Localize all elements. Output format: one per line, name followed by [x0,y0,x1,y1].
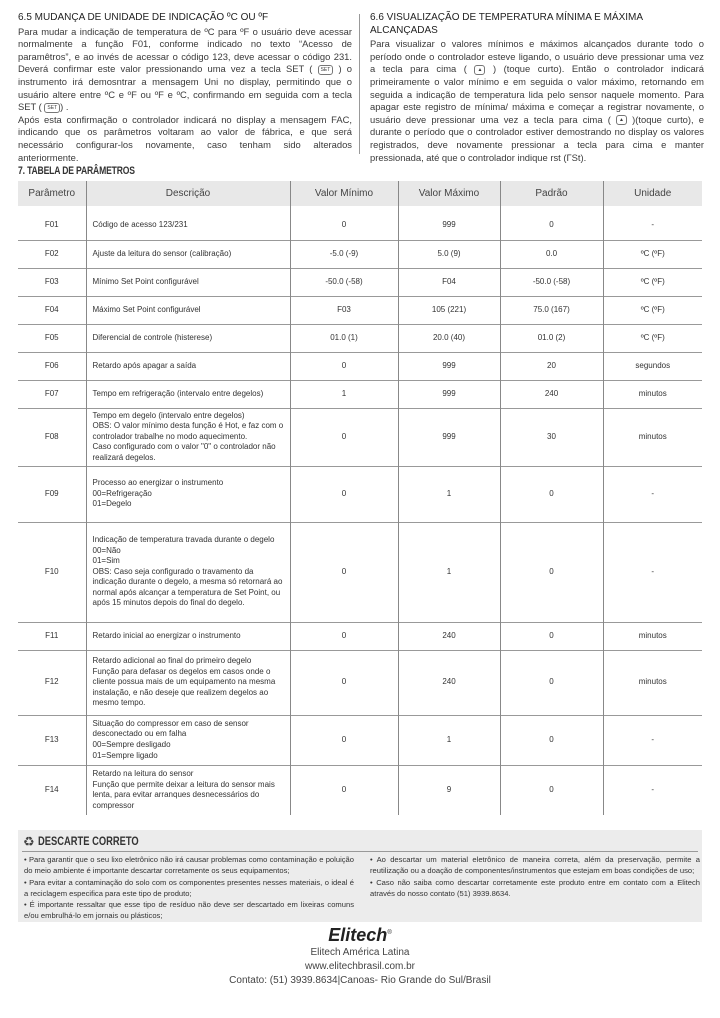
table-row [18,622,702,650]
table-row [18,765,702,815]
table-cell: -50.0 (-58) [500,268,603,296]
column-header: Valor Máximo [398,181,500,206]
table-row [18,324,702,352]
table-row [18,522,702,622]
table-cell: 0 [500,765,603,815]
table-cell: - [603,522,702,622]
table-cell: 30 [500,408,603,466]
paragraph: Para visualizar o valores mínimos e máximos alcançados durante todo o período onde o controlador esteve ligando, o usuário deve pressionar uma vez a tecla para cima ( ▲ ) (toque curto). Então o controlador indicará primeiramente o valor mínimo e em seguida o valor máximo, retornando em seguida a indicação de temperatura lida pelo sensor naquele momento. Para apagar este registro de mínima/ máxima e começar a registrar novamente, o usuário deve pressionar uma vez a tecla para cima ( ▲ )(toque curto), e durante o período que o controlador estiver demostrando no display os valores registrados, deve novamente pressionar a tecla para cima e manter pressionada, até que o controlador indique rst (ΓSt). [370,38,705,163]
elitech-logo: Elitech® [328,925,392,945]
table-cell: minutos [603,408,702,466]
company-name: Elitech América Latina [310,947,410,958]
column-header: Unidade [603,181,702,206]
table-row [18,715,702,765]
section-title: 6.6 VISUALIZAÇÃO DE TEMPERATURA MÍNIMA E MÁXIMA ALCANÇADAS [370,12,643,36]
disposal-box [18,830,702,922]
table-cell: F04 [18,296,86,324]
table-cell: 0 [500,522,603,622]
table-cell: F13 [18,715,86,765]
table-row [18,380,702,408]
table-row [18,212,702,240]
table-cell: F08 [18,408,86,466]
divider [22,851,698,852]
table-cell: segundos [603,352,702,380]
table-cell: Retardo após apagar a saída [86,352,290,380]
table-cell: F11 [18,622,86,650]
table-cell: Código de acesso 123/231 [86,212,290,240]
table-cell: Ajuste da leitura do sensor (calibração) [86,240,290,268]
table-cell: 0 [290,408,398,466]
table-cell: 105 (221) [398,296,500,324]
table-cell: ºC (ºF) [603,240,702,268]
table-cell: 999 [398,352,500,380]
table-cell: Situação do compressor em caso de sensor desconectado ou em falha 00=Sempre desligado 01=Sempre ligado [86,715,290,765]
table-cell: F01 [44,220,59,230]
table-cell: - [603,466,702,522]
table-cell: F14 [18,765,86,815]
table-cell: - [603,715,702,765]
disposal-title: DESCARTE CORRETO [38,834,139,848]
table-cell: Indicação de temperatura travada durante o degelo 00=Não 01=Sim OBS: Caso seja configurado o travamento da indicação durante o degelo, a mesma só retornará ao normal após alcançar a temperatura de Set Point, ou após 15 minutos depois do final do degelo. [86,522,290,622]
table-cell: 20.0 (40) [398,324,500,352]
table-cell: - [603,212,702,240]
table-cell: 0 [500,622,603,650]
table-cell: 999 [398,212,500,240]
disposal-item: • Para garantir que o seu lixo eletrônico não irá causar problemas como contaminação e poluição do meio ambiente é importante descartar corretamente os seus equipamentos; [24,855,354,876]
table-cell: 999 [398,380,500,408]
up-key-icon: ▲ [616,115,627,125]
table-cell: 0 [290,466,398,522]
table-cell: 0 [500,715,603,765]
table-cell: 0 [290,715,398,765]
disposal-right [370,854,700,899]
section-title: 6.5 MUDANÇA DE UNIDADE DE INDICAÇÃO ºC OU ºF [18,12,269,23]
paragraph: Para mudar a indicação de temperatura de ºC para ºF o usuário deve acessar normalmente a função F01, conforme indicado no texto “Acesso de paramêtros”, e ao invés de acessar o código 123, deve acessar o código 231. Deverá confirmar este valor pressionando uma vez a tecla SET ( SET ) o instrumento irá demosntrar a mensagem Uni no display, permitindo que o usuário altere entre ºC e ºF ou ºF e ºC, confirmando em seguida com a tecla SET ( SET ) . [18,25,353,113]
rst-display: ΓSt [566,151,581,163]
section-unit-change [18,12,352,164]
table-cell: 9 [398,765,500,815]
contact: Contato: (51) 3939.8634|Canoas- Rio Grande do Sul/Brasil [229,975,491,986]
table-cell: 1 [290,380,398,408]
table-cell: 0 [290,650,398,715]
disposal-left [24,854,354,922]
table-row [18,466,702,522]
table-cell: 0 [290,352,398,380]
table-row [18,352,702,380]
table-row [18,268,702,296]
table-cell: 75.0 (167) [500,296,603,324]
table-cell: 240 [500,380,603,408]
table-cell: 01.0 (2) [500,324,603,352]
set-key-icon: SET [44,103,60,113]
table-cell: F07 [18,380,86,408]
table-cell: 0.0 [500,240,603,268]
table-cell: ºC (ºF) [603,296,702,324]
table-cell: F04 [398,268,500,296]
table-cell: 0 [500,650,603,715]
disposal-item: • É importante ressaltar que esse tipo de resíduo não deve ser descartado em lixeiras comuns e/ou embrulhá-lo em jornais ou plásticos; [24,900,354,921]
table-cell: F06 [18,352,86,380]
table-cell: F09 [18,466,86,522]
table-cell: Diferencial de controle (histerese) [86,324,290,352]
table-cell: ºC (ºF) [603,268,702,296]
disposal-item: • Caso não saiba como descartar corretamente este produto entre em contato com a Elitech através do nosso contato (51) 3939.8634. [370,877,700,898]
table-cell: F10 [18,522,86,622]
table-cell: Mínimo Set Point configurável [86,268,290,296]
table-cell: 1 [398,466,500,522]
table-cell: 0 [290,522,398,622]
column-header: Parâmetro [18,181,86,206]
table-cell: -50.0 (-58) [290,268,398,296]
table-cell: 0 [500,212,603,240]
table-row [18,240,702,268]
table-cell: 01.0 (1) [290,324,398,352]
parameter-table [18,181,702,815]
table-cell: 20 [500,352,603,380]
paragraph: Após esta confirmação o controlador indicará no display a mensagem FAC, indicando que os parâmetros voltaram ao valor de fábrica, e que será necessário configurar-los novamente, caso tenham sido alterados anteriormente. [18,113,352,163]
table-cell: - [603,765,702,815]
table-cell: Tempo em degelo (intervalo entre degelos) OBS: O valor mínimo desta função é Hot, e faz com o controlador trabalhe no modo aquecimento. Caso configurado com o valor "0" o controlador não realizará degelos. [86,408,290,466]
table-cell: Retardo adicional ao final do primeiro degelo Função para defasar os degelos em casos onde o cliente possua mais de um equipamento na mesma instalação, e não deseje que realizem degelos ao mesmo tempo. [86,650,290,715]
table-cell: F03 [18,268,86,296]
table-cell: minutos [603,380,702,408]
table-cell: -5.0 (-9) [290,240,398,268]
table-title: 7. TABELA DE PARÂMETROS [18,165,135,177]
table-row [18,408,702,466]
table-cell: Retardo inicial ao energizar o instrumento [86,622,290,650]
column-header: Valor Mínimo [290,181,398,206]
table-cell: F02 [18,240,86,268]
table-cell: F05 [18,324,86,352]
recycle-icon: ♻ [23,834,35,849]
table-cell: 0 [290,765,398,815]
table-cell: F03 [290,296,398,324]
table-cell: 240 [398,650,500,715]
table-cell: 0 [290,212,398,240]
column-divider [359,14,360,154]
table-cell: Processo ao energizar o instrumento 00=Refrigeração 01=Degelo [86,466,290,522]
table-cell: Máximo Set Point configurável [86,296,290,324]
table-cell: minutos [603,650,702,715]
up-key-icon: ▲ [474,65,485,75]
disposal-item: • Para evitar a contaminação do solo com os componentes presentes nesses materiais, o ideal é a reciclagem especifica para este tipo de produto; [24,877,354,898]
table-cell: 5.0 (9) [398,240,500,268]
table-row [18,296,702,324]
column-header: Padrão [500,181,603,206]
table-cell: minutos [603,622,702,650]
table-cell: 999 [398,408,500,466]
table-cell: Tempo em refrigeração (intervalo entre degelos) [86,380,290,408]
website: www.elitechbrasil.com.br [304,961,416,972]
table-cell: F12 [18,650,86,715]
table-row [18,650,702,715]
set-key-icon: SET [318,65,334,75]
column-header: Descrição [86,181,290,206]
table-cell: 0 [290,622,398,650]
table-cell: 1 [398,522,500,622]
table-cell: 0 [500,466,603,522]
table-cell: 1 [398,715,500,765]
section-min-max [370,12,704,164]
table-cell: Retardo na leitura do sensor Função que permite deixar a leitura do sensor mais lenta, para evitar arranques desnecessários do compressor [86,765,290,815]
table-cell: 240 [398,622,500,650]
table-cell: ºC (ºF) [603,324,702,352]
disposal-item: • Ao descartar um material eletrônico de maneira correta, além da preservação, permite a reutilização ou a doação de componentes/instrumentos que estejam em boas condições de uso; [370,855,700,876]
